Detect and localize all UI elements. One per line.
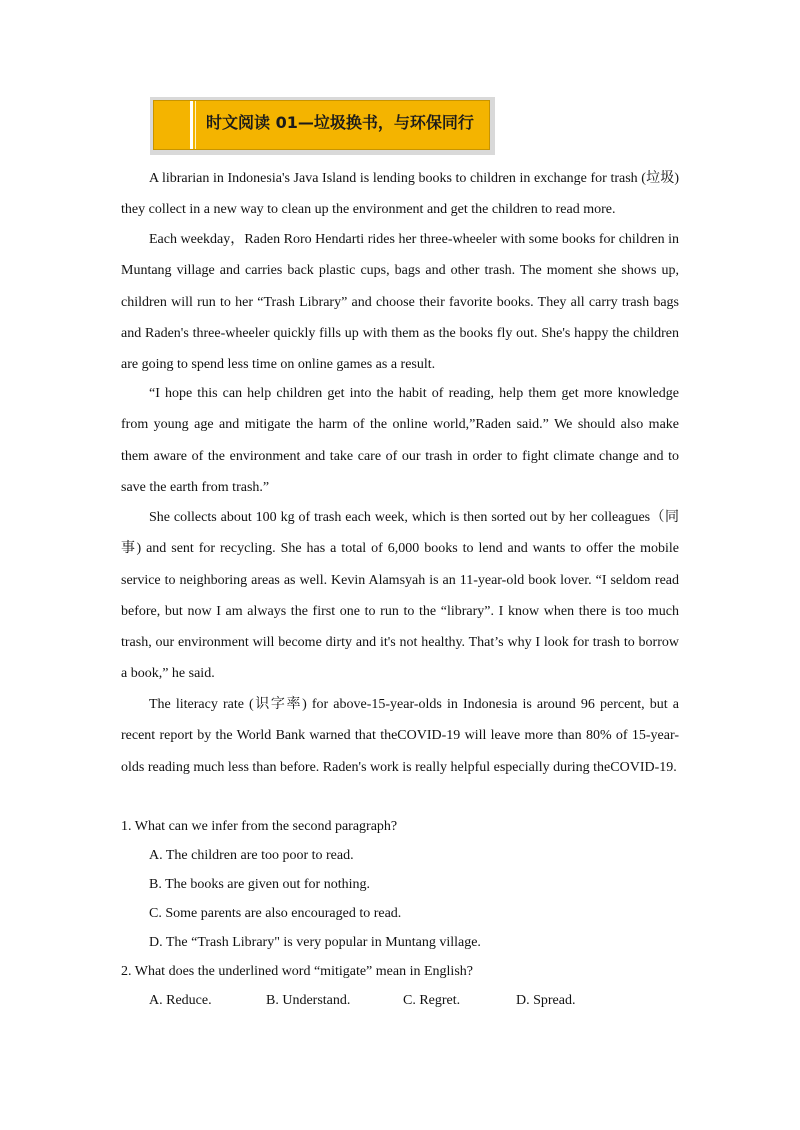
paragraph-1: A librarian in Indonesia's Java Island is lending books to children in exchange for trash (垃圾) they collect in a new way to clean up the environment and get the children to read more.: [121, 171, 679, 218]
paragraph-4: She collects about 100 kg of trash each week, which is then sorted out by her colleagues（同事) and sent for recycling. She has a total of 6,000 books to lend and wants to offer the mobile service to neighboring areas as well. Kevin Alamsyah is an 11-year-old book lover. “I seldom read before, but now I am always the first one to run to the “library”. I know when there is too much trash, our environment will become dirty and it's not healthy. That’s why I look for trash to borrow a book,” he said.: [121, 510, 679, 682]
paragraph-2: Each weekday，Raden Roro Hendarti rides her three-wheeler with some books for children in Muntang village and carries back plastic cups, bags and other trash. The moment she shows up, children will run to her “Trash Library” and choose their favorite books. They all carry trash bags and Raden's three-wheeler quickly fills up with them as the books fly out. She's happy the children are going to spend less time on online games as a result.: [121, 232, 679, 373]
question-1-stem: 1. What can we infer from the second paragraph?: [121, 819, 398, 834]
banner-stripe: [190, 101, 193, 149]
question-2-option-b: B. Understand.: [266, 993, 351, 1008]
question-1-option-b: B. The books are given out for nothing.: [149, 877, 370, 892]
page-title: 时文阅读 01—垃圾换书，与环保同行: [206, 113, 474, 132]
question-1-option-d: D. The “Trash Library" is very popular in Muntang village.: [149, 935, 481, 950]
question-1-option-a: A. The children are too poor to read.: [149, 848, 354, 863]
title-banner: [150, 97, 495, 155]
question-2-stem: 2. What does the underlined word “mitigate” mean in English?: [121, 964, 473, 979]
question-1-option-c: C. Some parents are also encouraged to read.: [149, 906, 402, 921]
paragraph-5: The literacy rate (识字率) for above-15-year-olds in Indonesia is around 96 percent, but a recent report by the World Bank warned that theCOVID-19 will leave more than 80% of 15-year-olds reading much less than before. Raden's work is really helpful especially during theCOVID-19.: [121, 697, 679, 775]
paragraph-3: “I hope this can help children get into the habit of reading, help them get more knowledge from young age and mitigate the harm of the online world,”Raden said.” We should also make them aware of the environment and take care of our trash in order to fight climate change and to save the earth from trash.”: [121, 386, 679, 495]
question-2-option-a: A. Reduce.: [149, 993, 212, 1008]
question-2-option-d: D. Spread.: [516, 993, 576, 1008]
banner-stripe-thin: [195, 101, 196, 149]
question-2-option-c: C. Regret.: [403, 993, 461, 1008]
